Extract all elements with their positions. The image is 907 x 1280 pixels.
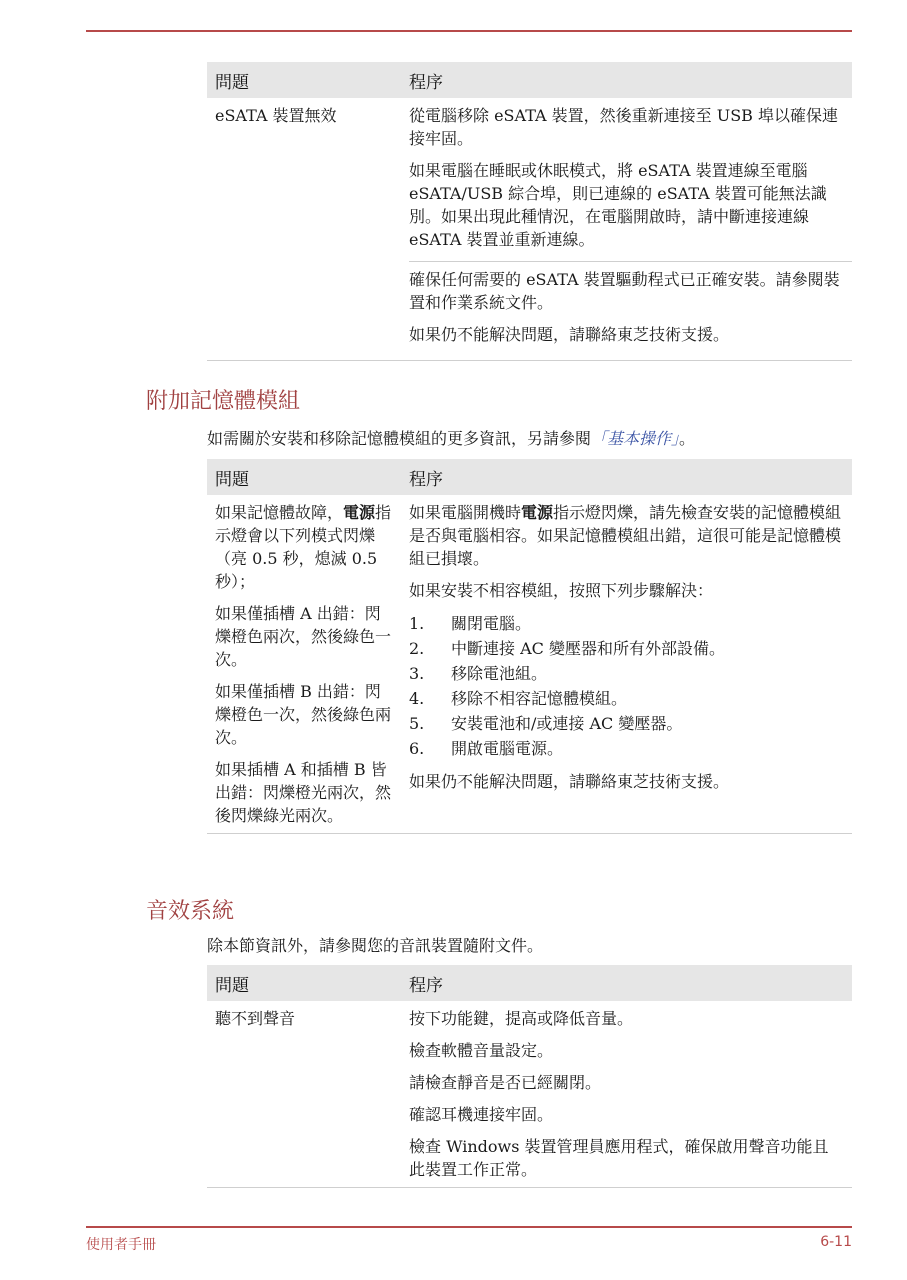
step-number: 3.: [409, 664, 425, 683]
footer-page-number: 6-11: [820, 1234, 852, 1250]
procedure-text: 檢查 Windows 裝置管理員應用程式，確保啟用聲音功能且此裝置工作正常。: [409, 1137, 829, 1179]
intro-text: 。: [679, 429, 696, 448]
procedure-text: 如果仍不能解決問題，請聯絡東芝技術支援。: [409, 325, 730, 344]
header-procedure: 程序: [401, 459, 852, 495]
problem-cell: [207, 495, 401, 834]
step-number: 4.: [409, 689, 425, 708]
list-item: [409, 611, 844, 636]
problem-text: 如果插槽 A 和插槽 B 皆出錯：閃爍橙光兩次，然後閃爍綠光兩次。: [215, 760, 392, 825]
header-procedure: 程序: [401, 965, 852, 1001]
steps-list: [409, 611, 844, 761]
step-text: 關閉電腦。: [451, 614, 532, 633]
procedure-text-part: 指示燈閃爍，請先檢查安裝的記憶體模組是否與電腦相容。如果記憶體模組出錯，這很可能是記憶體模組已損壞。: [409, 503, 842, 568]
table-header-row: [207, 965, 852, 1001]
table-row: [207, 98, 852, 361]
section-heading-audio: 音效系統: [146, 899, 235, 924]
procedure-text: [409, 501, 844, 570]
step-number: 5.: [409, 714, 425, 733]
procedure-cell: [401, 1001, 852, 1188]
step-text: 安裝電池和/或連接 AC 變壓器。: [451, 714, 683, 733]
problem-text: [215, 501, 393, 593]
list-item: [409, 636, 844, 661]
step-number: 2.: [409, 639, 425, 658]
audio-troubleshoot-table: [207, 965, 852, 1188]
step-text: 中斷連接 AC 變壓器和所有外部設備。: [451, 639, 725, 658]
table-header-row: [207, 459, 852, 495]
procedure-text-part: 如果電腦開機時: [409, 503, 522, 522]
procedure-text: 如果安裝不相容模組，按照下列步驟解決：: [409, 581, 714, 600]
problem-cell: eSATA 裝置無效: [207, 98, 401, 361]
header-problem: 問題: [207, 965, 401, 1001]
header-procedure: 程序: [401, 62, 852, 98]
step-number: 6.: [409, 739, 425, 758]
procedure-text: 如果仍不能解決問題，請聯絡東芝技術支援。: [409, 772, 730, 791]
problem-text: 如果僅插槽 A 出錯：閃爍橙色兩次，然後綠色一次。: [215, 604, 392, 669]
memory-troubleshoot-table: [207, 459, 852, 834]
footer-manual-title: 使用者手冊: [86, 1237, 156, 1253]
intro-text: 如需關於安裝和移除記憶體模組的更多資訊，另請參閱: [207, 429, 592, 448]
top-rule: [86, 30, 852, 32]
section-intro-memory: [207, 426, 695, 449]
problem-text-part: 指示燈會以下列模式閃爍（亮 0.5 秒，熄滅 0.5 秒）；: [215, 503, 392, 591]
table-header-row: [207, 62, 852, 98]
step-number: 1.: [409, 614, 425, 633]
basic-operation-link[interactable]: 「基本操作」: [591, 429, 680, 448]
procedure-separator: [409, 261, 852, 346]
step-text: 移除不相容記憶體模組。: [451, 689, 628, 708]
list-item: [409, 661, 844, 686]
procedure-cell: [401, 98, 852, 361]
step-text: 開啟電腦電源。: [451, 739, 564, 758]
problem-text-part: 如果記憶體故障，: [215, 503, 344, 522]
list-item: [409, 736, 844, 761]
procedure-text: 從電腦移除 eSATA 裝置，然後重新連接至 USB 埠以確保連接牢固。: [409, 106, 839, 148]
table-row: [207, 495, 852, 834]
procedure-text: 如果電腦在睡眠或休眠模式，將 eSATA 裝置連線至電腦 eSATA/USB 綜合埠，則已連線的 eSATA 裝置可能無法識別。如果出現此種情況，在電腦開啟時，請中斷連接連線 eSATA 裝置並重新連線。: [409, 161, 827, 249]
procedure-text: 確保任何需要的 eSATA 裝置驅動程式已正確安裝。請參閱裝置和作業系統文件。: [409, 270, 840, 312]
esata-troubleshoot-table: [207, 62, 852, 361]
procedure-text: 確認耳機連接牢固。: [409, 1105, 554, 1124]
header-problem: 問題: [207, 459, 401, 495]
list-item: [409, 711, 844, 736]
problem-text: 如果僅插槽 B 出錯：閃爍橙色一次，然後綠色兩次。: [215, 682, 392, 747]
procedure-cell: [401, 495, 852, 834]
problem-cell: 聽不到聲音: [207, 1001, 401, 1188]
procedure-text: 按下功能鍵，提高或降低音量。: [409, 1009, 634, 1028]
power-keyword: 電源: [521, 503, 554, 522]
table-row: [207, 1001, 852, 1188]
step-text: 移除電池組。: [451, 664, 548, 683]
procedure-text: 請檢查靜音是否已經關閉。: [409, 1073, 602, 1092]
bottom-rule: [86, 1226, 852, 1228]
section-intro-audio: 除本節資訊外，請參閱您的音訊裝置隨附文件。: [207, 936, 544, 955]
section-heading-memory: 附加記憶體模組: [146, 389, 301, 414]
header-problem: 問題: [207, 62, 401, 98]
power-keyword: 電源: [343, 503, 376, 522]
list-item: [409, 686, 844, 711]
procedure-text: 檢查軟體音量設定。: [409, 1041, 554, 1060]
